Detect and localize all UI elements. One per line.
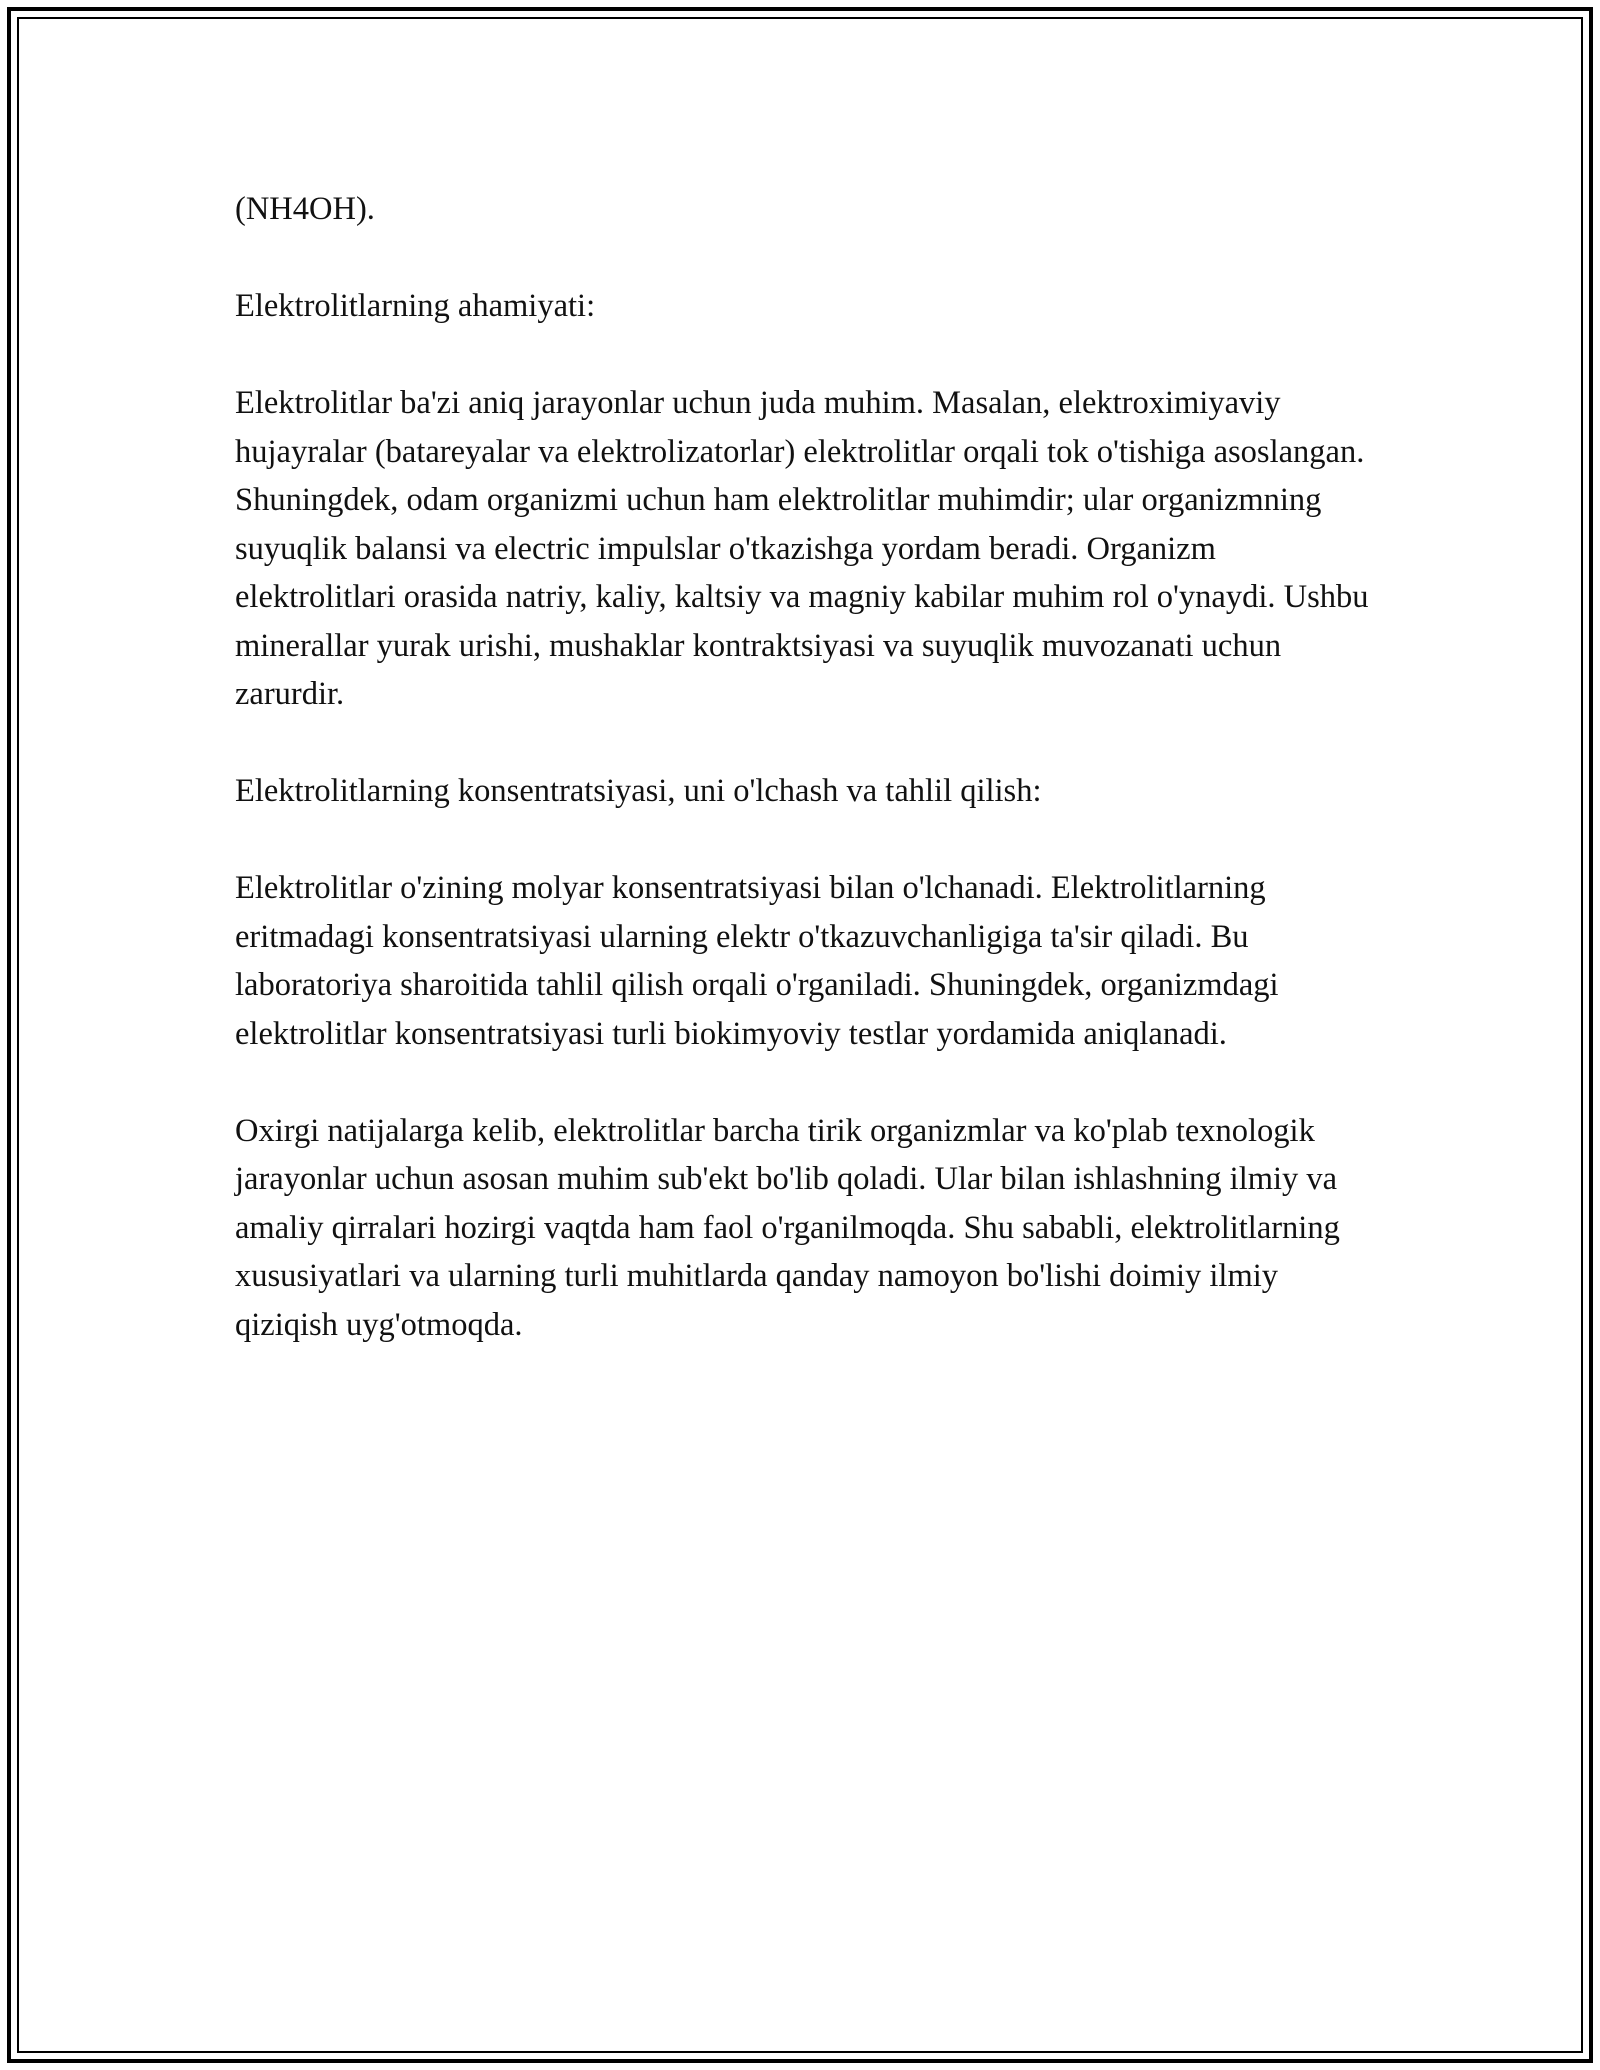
paragraph-formula-fragment: (NH4OH). xyxy=(235,191,375,227)
paragraph-concentration: Elektrolitlar o'zining molyar konsentratsiyasi bilan o'lchanadi. Elektrolitlarning eritmadagi konsentratsiyasi ularning elektr o'tkazuvchanligiga ta'sir qiladi. Bu laboratoriya sharoitida tahlil qilish orqali o'rganiladi. Shuningdek, organizmdagi elektrolitlar konsentratsiyasi turli biokimyoviy testlar yordamida aniqlanadi. xyxy=(235,870,1279,1052)
document-body xyxy=(235,185,1375,1398)
section-heading-importance: Elektrolitlarning ahamiyati: xyxy=(235,288,596,324)
paragraph-conclusion: Oxirgi natijalarga kelib, elektrolitlar barcha tirik organizmlar va ko'plab texnologik jarayonlar uchun asosan muhim sub'ekt bo'lib qoladi. Ular bilan ishlashning ilmiy va amaliy qirralari hozirgi vaqtda ham faol o'rganilmoqda. Shu sababli, elektrolitlarning xususiyatlari va ularning turli muhitlarda qanday namoyon bo'lishi doimiy ilmiy qiziqish uyg'otmoqda. xyxy=(235,1112,1340,1343)
paragraph-importance: Elektrolitlar ba'zi aniq jarayonlar uchun juda muhim. Masalan, elektroximiyaviy hujayralar (batareyalar va elektrolizatorlar) elektrolitlar orqali tok o'tishiga asoslangan. Shuningdek, odam organizmi uchun ham elektrolitlar muhimdir; ular organizmning suyuqlik balansi va electric impulslar o'tkazishga yordam beradi. Organizm elektrolitlari orasida natriy, kaliy, kaltsiy va magniy kabilar muhim rol o'ynaydi. Ushbu minerallar yurak urishi, mushaklar kontraktsiyasi va suyuqlik muvozanati uchun zarurdir. xyxy=(235,385,1369,712)
section-heading-concentration: Elektrolitlarning konsentratsiyasi, uni o'lchash va tahlil qilish: xyxy=(235,773,1042,809)
